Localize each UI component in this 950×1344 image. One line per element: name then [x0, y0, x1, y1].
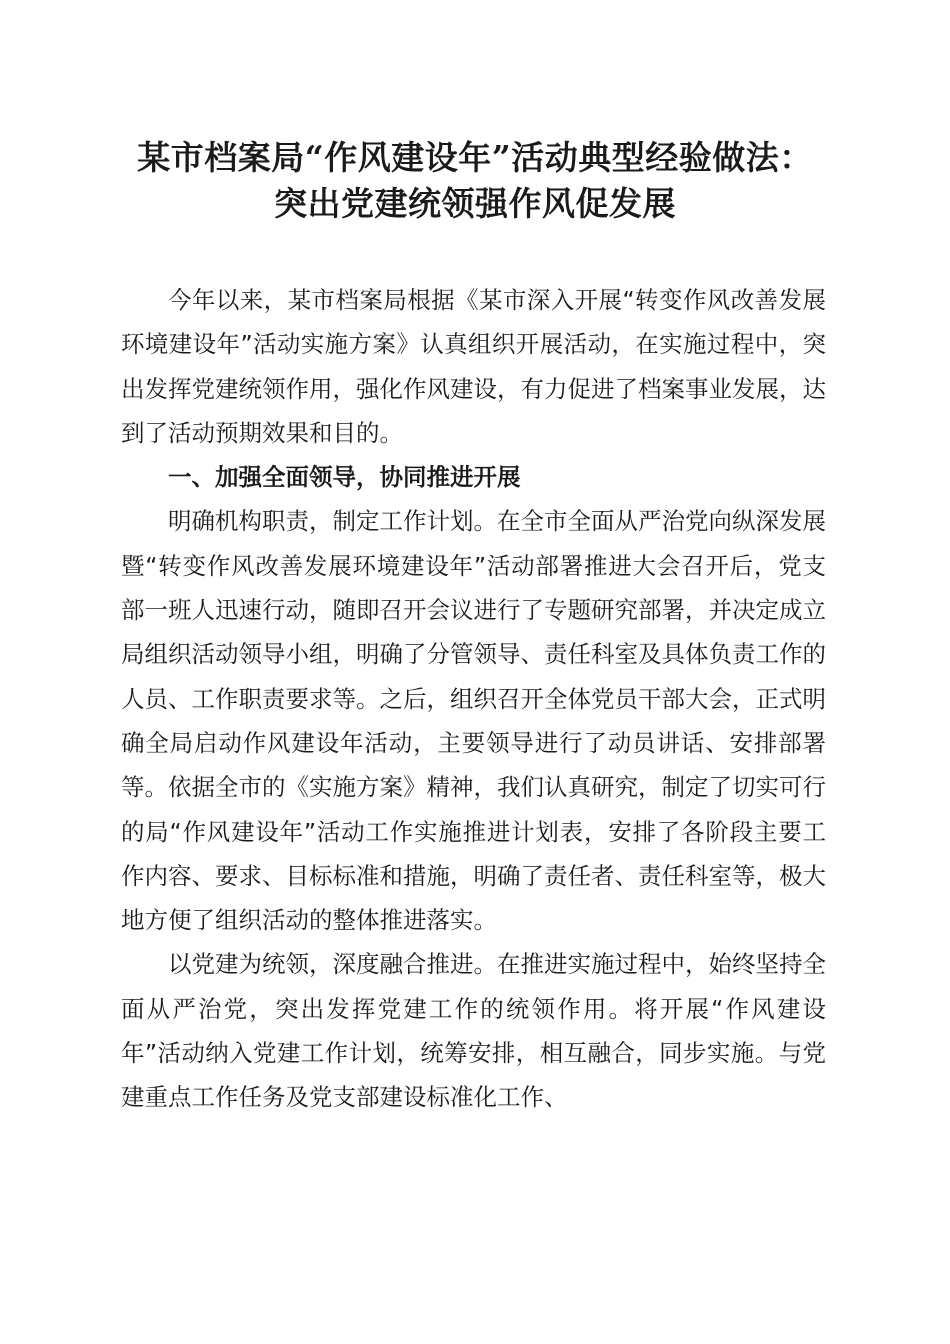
paragraph-section-1-a: 明确机构职责，制定工作计划。在全市全面从严治党向纵深发展暨“转变作风改善发展环境建设年”活动部署推进大会召开后，党支部一班人迅速行动，随即召开会议进行了专题研究部署，并决定成立局组织活动领导小组，明确了分管领导、责任科室及具体负责工作的人员、工作职责要求等。之后，组织召开全体党员干部大会，正式明确全局启动作风建设年活动，主要领导进行了动员讲话、安排部署等。依据全市的《实施方案》精神，我们认真研究，制定了切实可行的局“作风建设年”活动工作实施推进计划表，安排了各阶段主要工作内容、要求、目标标准和措施，明确了责任者、责任科室等，极大地方便了组织活动的整体推进落实。 [121, 507, 826, 935]
document-body [121, 278, 826, 1120]
paragraph-intro: 今年以来，某市档案局根据《某市深入开展“转变作风改善发展环境建设年”活动实施方案》认真组织开展活动，在实施过程中，突出发挥党建统领作用，强化作风建设，有力促进了档案事业发展，达到了活动预期效果和目的。 [121, 286, 826, 447]
paragraph-section-1-b: 以党建为统领，深度融合推进。在推进实施过程中，始终坚持全面从严治党，突出发挥党建工作的统领作用。将开展“作风建设年”活动纳入党建工作计划，统筹安排，相互融合，同步实施。与党建重点工作任务及党支部建设标准化工作、 [121, 950, 826, 1112]
section-heading-1: 一、加强全面领导，协同推进开展 [168, 463, 521, 492]
document-title-line-1: 某市档案局“作风建设年”活动典型经验做法： [137, 138, 813, 177]
document-title-line-2: 突出党建统领强作风促发展 [274, 184, 676, 223]
